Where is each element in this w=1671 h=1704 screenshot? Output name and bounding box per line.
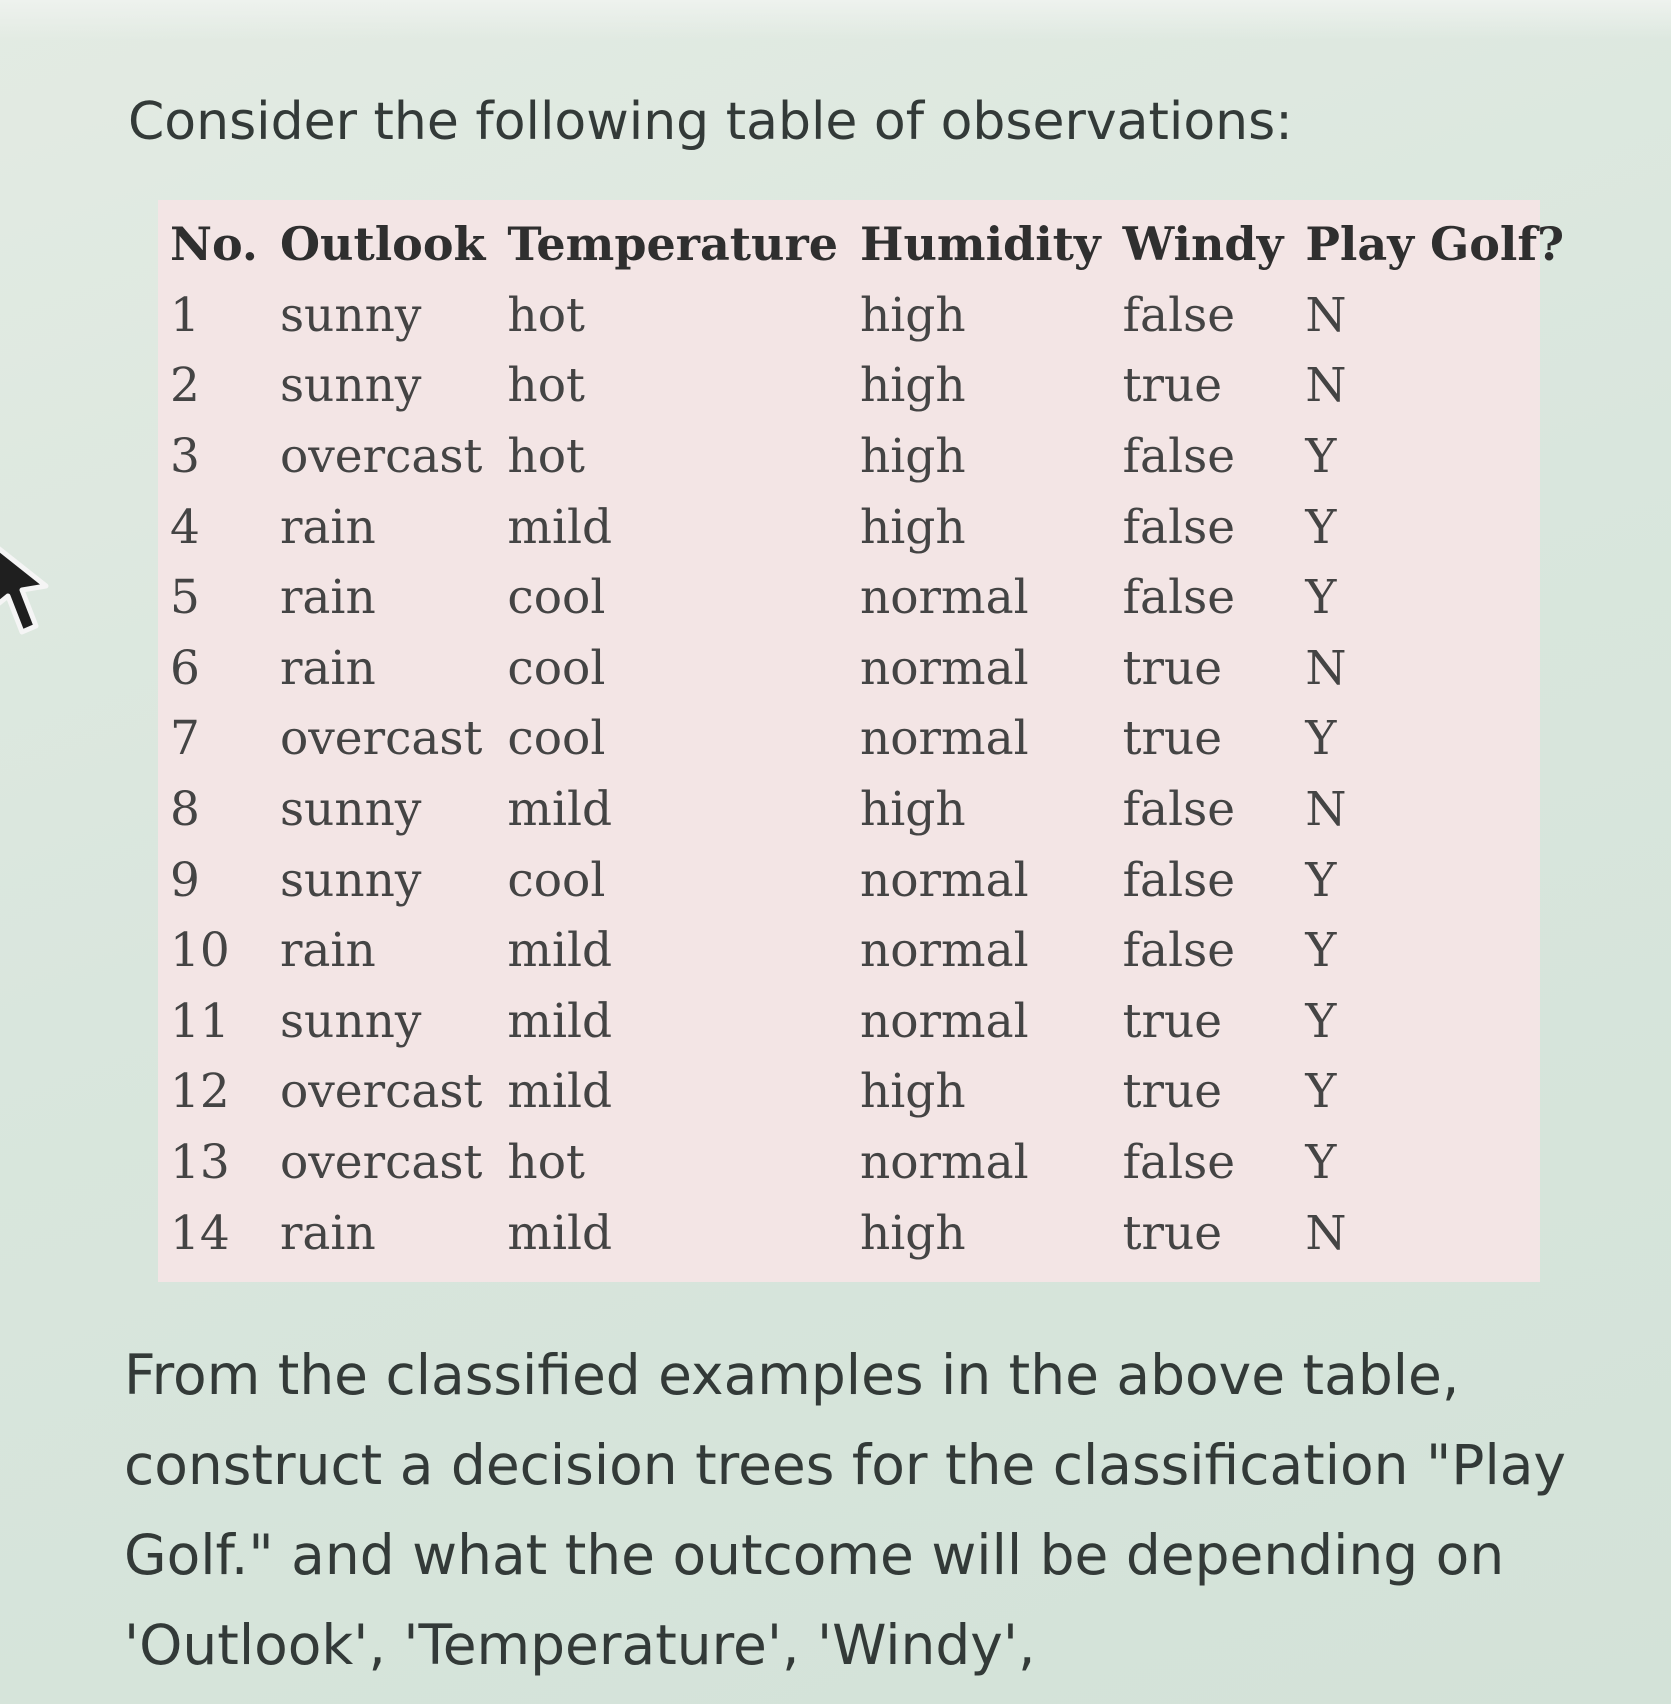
observations-table	[170, 208, 1586, 1268]
cell-temperature: mild	[507, 993, 613, 1049]
cell-play-golf: Y	[1305, 428, 1337, 484]
cell-no: 8	[170, 781, 200, 837]
cell-windy: true	[1122, 1064, 1223, 1120]
cell-temperature: hot	[507, 1134, 585, 1190]
column-header-temperature: Temperature	[507, 217, 838, 271]
cell-humidity: normal	[859, 570, 1029, 626]
cell-temperature: mild	[507, 923, 613, 979]
cell-windy: false	[1122, 499, 1236, 555]
cell-windy: false	[1122, 428, 1236, 484]
table-row	[170, 492, 1586, 563]
cell-no: 4	[170, 499, 200, 555]
cell-windy: false	[1122, 781, 1236, 837]
table-header-row	[170, 208, 1586, 280]
cell-play-golf: N	[1305, 358, 1347, 414]
cell-windy: true	[1122, 1205, 1223, 1261]
cell-humidity: normal	[859, 640, 1029, 696]
table-row	[170, 774, 1586, 845]
cell-outlook: overcast	[279, 1064, 483, 1120]
cell-play-golf: N	[1305, 287, 1347, 343]
cell-windy: false	[1122, 1134, 1236, 1190]
cell-outlook: overcast	[279, 1134, 483, 1190]
cell-windy: true	[1122, 358, 1223, 414]
cell-no: 1	[170, 287, 200, 343]
column-header-outlook: Outlook	[279, 217, 486, 271]
cell-humidity: high	[859, 358, 966, 414]
cell-humidity: high	[859, 1205, 966, 1261]
cell-no: 5	[170, 570, 200, 626]
table-row	[170, 1198, 1586, 1269]
cell-play-golf: Y	[1305, 1134, 1337, 1190]
cell-temperature: mild	[507, 781, 613, 837]
table-row	[170, 704, 1586, 775]
column-header-humidity: Humidity	[859, 217, 1101, 271]
cell-no: 13	[170, 1134, 230, 1190]
cell-outlook: sunny	[279, 358, 422, 414]
cell-temperature: cool	[507, 711, 606, 767]
cell-windy: true	[1122, 993, 1223, 1049]
cell-windy: false	[1122, 570, 1236, 626]
table-row	[170, 562, 1586, 633]
table-row	[170, 915, 1586, 986]
cell-outlook: sunny	[279, 781, 422, 837]
cell-no: 12	[170, 1064, 230, 1120]
cell-outlook: sunny	[279, 852, 422, 908]
cell-humidity: high	[859, 1064, 966, 1120]
cell-no: 2	[170, 358, 200, 414]
cell-humidity: normal	[859, 1134, 1029, 1190]
cell-temperature: cool	[507, 640, 606, 696]
cell-humidity: normal	[859, 923, 1029, 979]
column-header-windy: Windy	[1122, 217, 1284, 271]
task-prompt: From the classified examples in the above table, construct a decision trees for the classification "Play Golf." and what the outcome will be depending on 'Outlook', 'Temperature', 'Windy',	[124, 1343, 1566, 1677]
cell-temperature: mild	[507, 499, 613, 555]
screen-top-edge	[0, 0, 1671, 40]
cell-play-golf: Y	[1305, 570, 1337, 626]
cell-play-golf: N	[1305, 640, 1347, 696]
observations-table-panel	[158, 200, 1565, 1282]
cell-no: 11	[170, 993, 230, 1049]
table-row	[170, 633, 1586, 704]
table-row	[170, 1057, 1586, 1128]
cell-humidity: normal	[859, 711, 1029, 767]
cell-outlook: sunny	[279, 993, 422, 1049]
cell-no: 6	[170, 640, 200, 696]
table-row	[170, 280, 1586, 351]
cell-no: 10	[170, 923, 230, 979]
cell-outlook: rain	[279, 1205, 376, 1261]
cell-outlook: rain	[279, 570, 376, 626]
cell-humidity: high	[859, 499, 966, 555]
cell-temperature: hot	[507, 287, 585, 343]
column-header-play-golf: Play Golf?	[1305, 217, 1565, 271]
cell-outlook: rain	[279, 923, 376, 979]
cell-humidity: normal	[859, 993, 1029, 1049]
mouse-pointer-icon	[0, 540, 58, 650]
cell-play-golf: Y	[1305, 499, 1337, 555]
cell-humidity: high	[859, 428, 966, 484]
cell-humidity: high	[859, 781, 966, 837]
cell-play-golf: Y	[1305, 923, 1337, 979]
cell-outlook: overcast	[279, 428, 483, 484]
cell-temperature: cool	[507, 852, 606, 908]
cell-play-golf: N	[1305, 781, 1347, 837]
cell-no: 9	[170, 852, 200, 908]
question-intro: Consider the following table of observations:	[128, 92, 1293, 152]
cell-play-golf: N	[1305, 1205, 1347, 1261]
cell-humidity: normal	[859, 852, 1029, 908]
table-row	[170, 421, 1586, 492]
cell-no: 3	[170, 428, 200, 484]
cell-temperature: hot	[507, 358, 585, 414]
cell-humidity: high	[859, 287, 966, 343]
cell-no: 14	[170, 1205, 230, 1261]
cell-temperature: cool	[507, 570, 606, 626]
table-row	[170, 986, 1586, 1057]
cell-windy: false	[1122, 852, 1236, 908]
cell-play-golf: Y	[1305, 1064, 1337, 1120]
cell-windy: false	[1122, 923, 1236, 979]
cell-outlook: rain	[279, 640, 376, 696]
cell-outlook: overcast	[279, 711, 483, 767]
cell-windy: true	[1122, 640, 1223, 696]
cell-temperature: mild	[507, 1205, 613, 1261]
column-header-no: No.	[170, 217, 258, 271]
table-row	[170, 1127, 1586, 1198]
cell-play-golf: Y	[1305, 852, 1337, 908]
cell-temperature: hot	[507, 428, 585, 484]
table-row	[170, 845, 1586, 916]
cell-windy: true	[1122, 711, 1223, 767]
table-body	[170, 280, 1586, 1268]
cell-no: 7	[170, 711, 200, 767]
cell-temperature: mild	[507, 1064, 613, 1120]
cell-play-golf: Y	[1305, 993, 1337, 1049]
cell-windy: false	[1122, 287, 1236, 343]
cell-outlook: rain	[279, 499, 376, 555]
cell-play-golf: Y	[1305, 711, 1337, 767]
cell-outlook: sunny	[279, 287, 422, 343]
table-row	[170, 351, 1586, 422]
